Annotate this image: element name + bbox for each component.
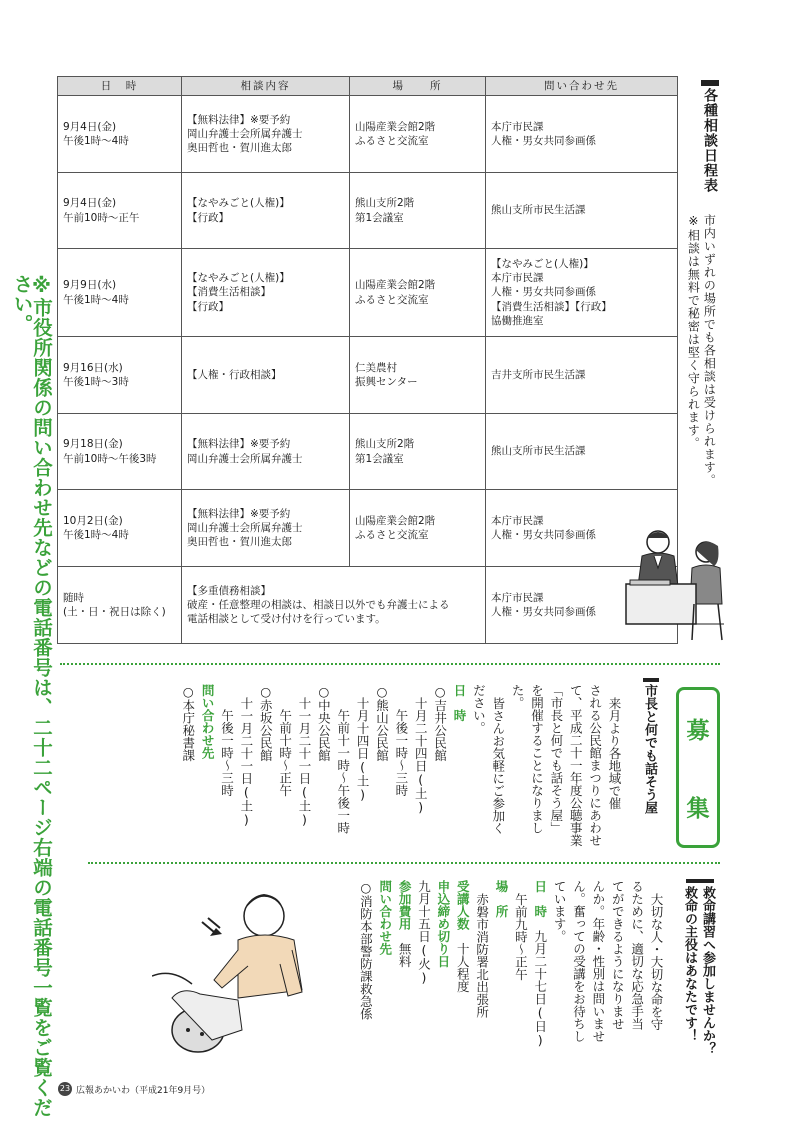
table-row <box>58 173 678 249</box>
text-line: 熊山支所市民生活課 <box>491 204 586 217</box>
text-line: 山陽産業会館2階 <box>355 514 436 527</box>
title-marker <box>701 80 719 86</box>
text-line: 【なやみごと(人権)】 <box>491 258 594 271</box>
text-line: 【消費生活相談】 <box>187 286 271 299</box>
text-line: 十一月二十一日(土) <box>238 696 254 827</box>
label-contact: 問い合わせ先 <box>200 684 216 759</box>
text-line: 午後一時～三時 <box>219 709 235 797</box>
text-line: 来月より各地域で催 <box>607 696 622 809</box>
text-line: 午後1時～4時 <box>63 293 129 306</box>
text-line: 随時 <box>63 591 84 604</box>
text-line: 仁美農村 <box>355 361 397 374</box>
cell-place <box>350 96 486 173</box>
text-line: 【行政】 <box>187 300 229 313</box>
cell-datetime <box>58 96 182 173</box>
text-line: 奥田哲也・賀川進太郎 <box>187 536 292 549</box>
label-datetime: 日 時 <box>532 880 548 918</box>
lifesaving-datetime-line <box>530 880 549 1050</box>
text-line: ○本庁秘書課 <box>180 684 196 762</box>
text-line: 人権・男女共同参画係 <box>491 529 596 541</box>
page-title: 各種相談日程表 <box>702 88 718 193</box>
text-line: 破産・任意整理の相談は、相談日以外でも弁護士による <box>187 598 450 611</box>
section-divider-middle <box>88 862 720 864</box>
text-line: てができるようになりませ <box>610 880 626 1030</box>
text-line: 【人権・行政相談】 <box>187 368 282 381</box>
mayor-heading: 市長と何でも話そう屋 <box>642 684 657 814</box>
text-line: 十一月二十一日(土) <box>297 696 312 827</box>
text-line: 無料 <box>397 942 413 968</box>
text-line: 午後1時～4時 <box>63 529 129 541</box>
text-line: 山陽産業会館2階 <box>355 279 436 292</box>
publication-name: 広報あかいわ（平成21年9月号） <box>76 1085 211 1096</box>
text-line: 九月十五日(火) <box>416 880 432 985</box>
text-line: 午前10時～午後3時 <box>63 452 157 465</box>
text-line: 【行政】 <box>187 211 229 224</box>
text-line: 本庁市民課 <box>491 591 544 604</box>
heading-marker <box>643 678 659 682</box>
text-line: される公民館まつりにあわせ <box>587 684 603 847</box>
cell-place <box>350 414 486 490</box>
text-line: 十月二十四日(土) <box>413 696 429 814</box>
cell-content <box>182 173 350 249</box>
text-line: るために、適切な応急手当 <box>629 880 645 1030</box>
text-line: 熊山支所市民生活課 <box>491 445 586 458</box>
cell-content <box>182 337 350 414</box>
text-line: 人権・男女共同参画係 <box>491 606 596 618</box>
text-line: 午後1時～3時 <box>63 376 129 388</box>
text-line: ん。奮っての受講をお待ちし <box>571 880 587 1043</box>
text-line: んか。年齢・性別は問いませ <box>590 880 606 1043</box>
text-line: 振興センター <box>355 376 418 388</box>
lifesaving-fee-line <box>395 880 414 1050</box>
section-divider-top <box>60 663 720 665</box>
cell-content <box>182 249 350 337</box>
cell-content <box>182 414 350 490</box>
heading-marker <box>686 879 714 883</box>
text-line: 【消費生活相談】【行政】 <box>491 300 612 313</box>
text-line: 第1会議室 <box>355 452 404 465</box>
label-deadline: 申込締め切り日 <box>435 880 451 968</box>
text-line: ふるさと交流室 <box>355 529 429 541</box>
text-line: 本庁市民課 <box>491 120 544 133</box>
recruitment-char-1: 募 <box>686 718 710 745</box>
cell-content <box>182 490 350 567</box>
text-line: ○熊山公民館 <box>374 684 390 762</box>
table-header-row <box>58 77 678 96</box>
text-line: を開催することになりまし <box>529 684 545 834</box>
text-line: ています。 <box>552 880 568 943</box>
text-line: 午前九時～正午 <box>513 892 529 980</box>
cell-place <box>350 490 486 567</box>
cell-place <box>350 173 486 249</box>
mayor-body <box>178 684 624 849</box>
text-line: 午前10時～正午 <box>63 211 140 224</box>
table-row <box>58 414 678 490</box>
text-line: 「市長と何でも話そう屋」 <box>548 684 564 834</box>
cell-contact <box>486 96 678 173</box>
text-line: 午前十一時～午後一時 <box>335 709 351 834</box>
recruitment-char-2: 集 <box>686 795 710 822</box>
text-line: ○消防本部警防課救急係 <box>358 880 374 1020</box>
text-line: 9月4日(金) <box>63 197 117 210</box>
text-line: 大切な人・大切な命を守 <box>649 892 664 1030</box>
cell-datetime <box>58 249 182 337</box>
recruitment-badge <box>676 687 720 848</box>
label-fee: 参加費用 <box>397 880 413 930</box>
cell-place <box>350 337 486 414</box>
cell-contact <box>486 337 678 414</box>
lifesaving-body <box>356 880 666 1050</box>
text-line: 第1会議室 <box>355 211 404 224</box>
table-row <box>58 96 678 173</box>
text-line: 【多重債務相談】 <box>187 584 271 597</box>
text-line: 岡山弁護士会所属弁護士 <box>187 452 303 465</box>
text-line: 【無料法律】※要予約 <box>187 507 291 520</box>
table-row <box>58 249 678 337</box>
text-line: た。 <box>510 684 526 709</box>
text-line: 熊山支所2階 <box>355 197 415 210</box>
header-contact: 問い合わせ先 <box>486 77 678 96</box>
label-contact: 問い合わせ先 <box>377 880 393 955</box>
cell-contact <box>486 414 678 490</box>
text-line: 人権・男女共同参画係 <box>491 135 596 147</box>
page-footer <box>58 1082 210 1096</box>
text-line: 九月二十七日(日) <box>532 930 548 1048</box>
side-note-2: ※相談は無料で秘密は堅く守られます。 <box>686 214 701 450</box>
text-line: 9月9日(水) <box>63 279 117 292</box>
text-line: 【なやみごと(人権)】 <box>187 197 290 210</box>
phone-reference-note: ※市役所関係の問い合わせ先などの電話番号は、二十二ページ右端の電話番号一覧をご覧ください。 <box>10 274 53 1118</box>
cell-datetime <box>58 567 182 644</box>
text-line: 9月18日(金) <box>63 438 123 451</box>
text-line: 本庁市民課 <box>491 272 544 285</box>
cell-contact <box>486 173 678 249</box>
cell-datetime <box>58 490 182 567</box>
cell-content <box>182 96 350 173</box>
text-line: 岡山弁護士会所属弁護士 <box>187 127 303 140</box>
label-place: 場 所 <box>494 880 509 918</box>
cell-place <box>350 249 486 337</box>
page-number: 23 <box>58 1082 72 1096</box>
text-line: 十人程度 <box>455 942 471 993</box>
text-line: (土・日・祝日は除く) <box>63 606 166 618</box>
text-line: 【なやみごと(人権)】 <box>187 272 290 285</box>
consultation-table <box>57 76 678 644</box>
cpr-illustration <box>152 880 324 1060</box>
text-line: 【無料法律】※要予約 <box>187 438 291 451</box>
text-line: 午後1時～4時 <box>63 135 129 147</box>
cell-contact <box>486 249 678 337</box>
text-line: 【無料法律】※要予約 <box>187 113 291 126</box>
label-capacity: 受講人数 <box>455 880 471 930</box>
lifesaving-heading-2: 救命の主役はあなたです！ <box>682 886 697 1042</box>
table-row <box>58 337 678 414</box>
text-line: 人権・男女共同参画係 <box>491 286 596 299</box>
label-datetime: 日 時 <box>452 684 467 722</box>
text-line: 9月4日(金) <box>63 120 117 133</box>
text-line: 奥田哲也・賀川進太郎 <box>187 142 292 155</box>
consultation-illustration <box>624 522 728 642</box>
text-line: 本庁市民課 <box>491 514 544 527</box>
text-line: 吉井支所市民生活課 <box>491 368 586 381</box>
side-note-1: 市内いずれの場所でも各相談は受けられます。 <box>702 214 717 487</box>
header-datetime: 日 時 <box>58 77 182 96</box>
lifesaving-heading-1: 救命講習へ参加しませんか？ <box>700 886 715 1055</box>
cell-content <box>182 567 486 644</box>
table-row <box>58 490 678 567</box>
text-line: ○中央公民館 <box>316 684 332 762</box>
text-line: 午前十時～正午 <box>277 709 293 797</box>
text-line: 協働推進室 <box>491 314 544 327</box>
header-content: 相談内容 <box>182 77 350 96</box>
text-line: ふるさと交流室 <box>355 293 429 306</box>
text-line: ○吉井公民館 <box>432 684 448 762</box>
text-line: 電話相談として受け付けを行っています。 <box>187 613 386 626</box>
text-line: て、平成二十一年度公聴事業 <box>568 684 584 847</box>
text-line: 熊山支所2階 <box>355 438 415 451</box>
header-place: 場 所 <box>350 77 486 96</box>
text-line: 皆さんお気軽にご参加く <box>490 696 506 834</box>
text-line: 山陽産業会館2階 <box>355 120 436 133</box>
cell-datetime <box>58 173 182 249</box>
text-line: 午後一時～三時 <box>393 709 409 797</box>
text-line: 十月十四日(土) <box>355 696 371 802</box>
cell-datetime <box>58 414 182 490</box>
lifesaving-capacity-line <box>453 880 472 1050</box>
text-line: 9月16日(水) <box>63 361 123 374</box>
text-line: ○赤坂公民館 <box>258 684 274 762</box>
text-line: 岡山弁護士会所属弁護士 <box>187 521 303 534</box>
cell-datetime <box>58 337 182 414</box>
table-row <box>58 567 678 644</box>
text-line: 赤磐市消防署北出張所 <box>474 892 490 1018</box>
text-line: ださい。 <box>471 684 487 734</box>
text-line: ふるさと交流室 <box>355 135 429 147</box>
text-line: 10月2日(金) <box>63 514 123 527</box>
